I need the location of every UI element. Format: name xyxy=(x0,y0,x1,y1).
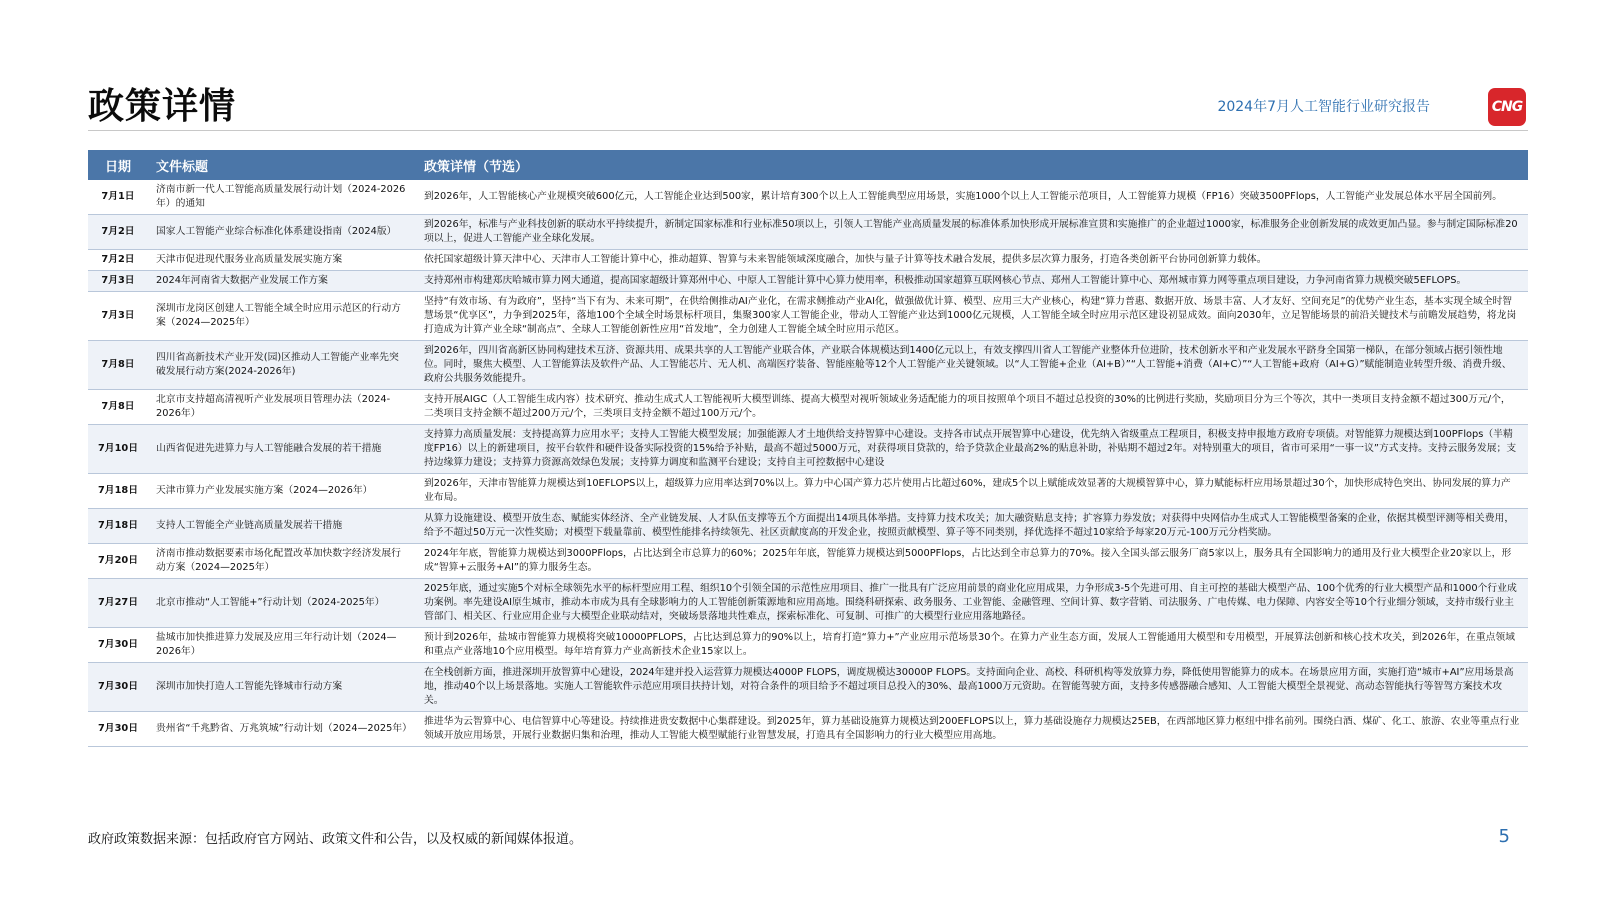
table-row xyxy=(88,474,1528,509)
row-title: 北京市推动“人工智能+”行动计划（2024-2025年） xyxy=(148,579,416,628)
table-row xyxy=(88,180,1528,215)
row-date: 7月8日 xyxy=(88,390,148,425)
table-row xyxy=(88,215,1528,250)
row-title: 济南市推动数据要素市场化配置改革加快数字经济发展行动方案（2024—2025年） xyxy=(148,544,416,579)
table-row xyxy=(88,712,1528,747)
row-date: 7月2日 xyxy=(88,250,148,271)
page-title: 政策详情 xyxy=(88,86,237,127)
row-detail: 到2026年，人工智能核心产业规模突破600亿元，人工智能企业达到500家，累计培育300个以上人工智能典型应用场景，实施1000个以上人工智能示范项目，人工智能算力规模（FP16）突破3500PFlops，人工智能产业发展总体水平居全国前列。 xyxy=(416,180,1528,215)
table-header-row xyxy=(88,150,1528,180)
row-detail: 坚持“有效市场、有为政府”，坚持“当下有为、未来可期”，在供给侧推动AI产业化，在需求侧推动产业AI化，做强做优计算、模型、应用三大产业核心，构建“算力普惠、数据开放、场景丰富、人才友好、空间充足”的优势产业生态，基本实现全域全时智慧场景“优享区”，力争到2025年，落地100个全域全时场景标杆项目，集聚300家人工智能企业，带动人工智能产业达到1000亿元规模，人工智能全域全时应用示范区建设初显成效。面向2030年，立足智能场景的前沿关键技术与前瞻发展趋势，将龙岗打造成为计算产业全球“制高点”、全球人工智能创新性应用“首发地”，全力创建人工智能全域全时应用示范区。 xyxy=(416,292,1528,341)
row-date: 7月3日 xyxy=(88,292,148,341)
row-title: 盐城市加快推进算力发展及应用三年行动计划（2024—2026年） xyxy=(148,628,416,663)
row-date: 7月18日 xyxy=(88,474,148,509)
row-date: 7月18日 xyxy=(88,509,148,544)
row-title: 深圳市加快打造人工智能先锋城市行动方案 xyxy=(148,663,416,712)
row-title: 北京市支持超高清视听产业发展项目管理办法（2024-2026年） xyxy=(148,390,416,425)
row-title: 2024年河南省大数据产业发展工作方案 xyxy=(148,271,416,292)
row-title: 支持人工智能全产业链高质量发展若干措施 xyxy=(148,509,416,544)
row-detail: 支持郑州市构建郑庆哈城市算力网大通道，提高国家超级计算郑州中心、中原人工智能计算中心算力使用率，积极推动国家超算互联网核心节点、郑州人工智能计算中心、郑州城市算力网等重点项目建设，力争河南省算力规模突破5EFLOPS。 xyxy=(416,271,1528,292)
row-title: 四川省高新技术产业开发(园)区推动人工智能产业率先突破发展行动方案(2024-2026年) xyxy=(148,341,416,390)
table-row xyxy=(88,663,1528,712)
row-detail: 从算力设施建设、模型开放生态、赋能实体经济、全产业链发展、人才队伍支撑等五个方面提出14项具体举措。支持算力技术攻关；加大融资贴息支持；扩容算力券发放；对获得中央网信办生成式人工智能模型备案的企业，依据其模型评测等相关费用，给予不超过50万元一次性奖励；对模型下载量靠前、模型性能排名持续领先、社区贡献度高的开发企业，按照贡献模型、算子等不同类别，择优选择不超过10家给予每家20万元-100万元分档奖励。 xyxy=(416,509,1528,544)
source-note: 政府政策数据来源：包括政府官方网站、政策文件和公告，以及权威的新闻媒体报道。 xyxy=(88,832,583,847)
row-date: 7月8日 xyxy=(88,341,148,390)
row-detail: 推进华为云智算中心、电信智算中心等建设。持续推进贵安数据中心集群建设。到2025年，算力基础设施算力规模达到200EFLOPS以上，算力基础设施存力规模达25EB，在西部地区算力枢纽中排名前列。围绕白酒、煤矿、化工、旅游、农业等重点行业领域开放应用场景，开展行业数据归集和治理，推动人工智能大模型赋能行业智慧发展，打造具有全国影响力的行业大模型应用高地。 xyxy=(416,712,1528,747)
table-row xyxy=(88,390,1528,425)
row-title: 国家人工智能产业综合标准化体系建设指南（2024版） xyxy=(148,215,416,250)
report-title: 2024年7月人工智能行业研究报告 xyxy=(1217,99,1430,115)
column-header-title: 文件标题 xyxy=(148,150,416,180)
row-detail: 到2026年，标准与产业科技创新的联动水平持续提升，新制定国家标准和行业标准50项以上，引领人工智能产业高质量发展的标准体系加快形成开展标准宣贯和实施推广的企业超过1000家，标准服务企业创新发展的成效更加凸显。参与制定国际标准20项以上，促进人工智能产业全球化发展。 xyxy=(416,215,1528,250)
row-title: 山西省促进先进算力与人工智能融合发展的若干措施 xyxy=(148,425,416,474)
row-date: 7月30日 xyxy=(88,628,148,663)
row-title: 贵州省“千兆黔省、万兆筑城”行动计划（2024—2025年） xyxy=(148,712,416,747)
table-row xyxy=(88,341,1528,390)
table-row xyxy=(88,579,1528,628)
row-detail: 在全栈创新方面，推进深圳开放智算中心建设，2024年建并投入运营算力规模达4000P FLOPS，调度规模达30000P FLOPS。支持面向企业、高校、科研机构等发放算力券，降低使用智能算力的成本。在场景应用方面，实施打造“城市+AI”应用场景高地，推动40个以上场景落地。实施人工智能软件示范应用项目扶持计划，对符合条件的项目给予不超过项目总投入的30%、最高1000万元资助。在智能驾驶方面，支持多传感器融合感知、人工智能大模型全景视觉、高动态智能执行等智驾方案技术攻关。 xyxy=(416,663,1528,712)
table-row xyxy=(88,544,1528,579)
row-date: 7月30日 xyxy=(88,663,148,712)
row-detail: 2024年年底，智能算力规模达到3000PFlops，占比达到全市总算力的60%；2025年年底，智能算力规模达到5000PFlops，占比达到全市总算力的70%。接入全国头部云服务厂商5家以上，服务具有全国影响力的通用及行业大模型企业20家以上，形成“智算+云服务+AI”的算力服务生态。 xyxy=(416,544,1528,579)
column-header-date: 日期 xyxy=(88,150,148,180)
row-date: 7月20日 xyxy=(88,544,148,579)
policy-table xyxy=(88,150,1528,747)
row-title: 济南市新一代人工智能高质量发展行动计划（2024-2026年）的通知 xyxy=(148,180,416,215)
row-detail: 支持开展AIGC（人工智能生成内容）技术研究、推动生成式人工智能视听大模型训练、提高大模型对视听领域业务适配能力的项目按照单个项目不超过总投资的30%的比例进行奖励，奖励项目分为三个等次，其中一类项目支持金额不超过300万元/个，二类项目支持金额不超过200万元/个，三类项目支持金额不超过100万元/个。 xyxy=(416,390,1528,425)
row-detail: 预计到2026年，盐城市智能算力规模将突破10000PFLOPS，占比达到总算力的90%以上，培育打造“算力+”产业应用示范场景30个。在算力产业生态方面，发展人工智能通用大模型和专用模型，开展算法创新和核心技术攻关，到2026年，在重点领域和重点产业落地10个应用模型。每年培育算力产业高新技术企业15家以上。 xyxy=(416,628,1528,663)
title-divider xyxy=(88,130,1528,131)
row-detail: 支持算力高质量发展：支持提高算力应用水平；支持人工智能大模型发展；加强能源人才土地供给支持智算中心建设。支持各市试点开展智算中心建设，优先纳入省级重点工程项目，积极支持申报地方政府专项债。对智能算力规模达到100PFlops（半精度FP16）以上的新建项目，按平台软件和硬件设备实际投资的15%给予补贴，最高不超过5000万元，对获得项目贷款的，给予贷款企业最高2%的贴息补助，补贴期不超过2年。对特别重大的项目，省市可采用“一事一议”方式支持。支持云服务发展；支持边缘算力建设；支持算力资源高效绿色发展；支持算力调度和监测平台建设；支持自主可控数据中心建设 xyxy=(416,425,1528,474)
table-row xyxy=(88,425,1528,474)
cng-logo: CNG xyxy=(1488,88,1526,126)
row-date: 7月1日 xyxy=(88,180,148,215)
row-detail: 到2026年，天津市智能算力规模达到10EFLOPS以上，超级算力应用率达到70%以上。算力中心国产算力芯片使用占比超过60%，建成5个以上赋能成效显著的大规模智算中心，算力赋能标杆应用场景超过30个，加快形成特色突出、协同发展的算力产业布局。 xyxy=(416,474,1528,509)
row-title: 深圳市龙岗区创建人工智能全域全时应用示范区的行动方案（2024—2025年） xyxy=(148,292,416,341)
row-date: 7月3日 xyxy=(88,271,148,292)
row-date: 7月27日 xyxy=(88,579,148,628)
table-row xyxy=(88,509,1528,544)
column-header-detail: 政策详情（节选） xyxy=(416,150,1528,180)
row-date: 7月10日 xyxy=(88,425,148,474)
row-date: 7月2日 xyxy=(88,215,148,250)
row-title: 天津市算力产业发展实施方案（2024—2026年） xyxy=(148,474,416,509)
row-date: 7月30日 xyxy=(88,712,148,747)
row-title: 天津市促进现代服务业高质量发展实施方案 xyxy=(148,250,416,271)
table-row xyxy=(88,292,1528,341)
page-number: 5 xyxy=(1498,826,1510,847)
table-row xyxy=(88,271,1528,292)
row-detail: 到2026年，四川省高新区协同构建技术互济、资源共用、成果共享的人工智能产业联合体，产业联合体规模达到1400亿元以上，有效支撑四川省人工智能产业整体升位进阶，技术创新水平和产业发展水平跻身全国第一梯队，在部分领域占据引领性地位。同时，聚焦大模型、人工智能算法及软件产品、人工智能芯片、无人机、高端医疗装备、智能座舱等12个人工智能产业关键领域。以“人工智能+企业（AI+B）”“人工智能+消费（AI+C）”“人工智能+政府（AI+G）”赋能制造业转型升级、消费升级、政府公共服务效能提升。 xyxy=(416,341,1528,390)
row-detail: 2025年底，通过实施5个对标全球领先水平的标杆型应用工程、组织10个引领全国的示范性应用项目、推广一批具有广泛应用前景的商业化应用成果，力争形成3-5个先进可用、自主可控的基础大模型产品、100个优秀的行业大模型产品和1000个行业成功案例。率先建设AI原生城市，推动本市成为具有全球影响力的人工智能创新策源地和应用高地。围绕科研探索、政务服务、工业智能、金融管理、空间计算、数字营销、司法服务、广电传媒、电力保障、内容安全等10个行业细分领域，支持市级行业主管部门、相关区、行业应用企业与大模型企业联动结对，突破场景落地共性难点，探索标准化、可复制、可推广的大模型行业应用落地路径。 xyxy=(416,579,1528,628)
table-row xyxy=(88,250,1528,271)
row-detail: 依托国家超级计算天津中心、天津市人工智能计算中心，推动超算、智算与未来智能领域深度融合，加快与量子计算等技术融合发展，提供多层次算力服务，打造各类创新平台协同创新算力载体。 xyxy=(416,250,1528,271)
table-row xyxy=(88,628,1528,663)
